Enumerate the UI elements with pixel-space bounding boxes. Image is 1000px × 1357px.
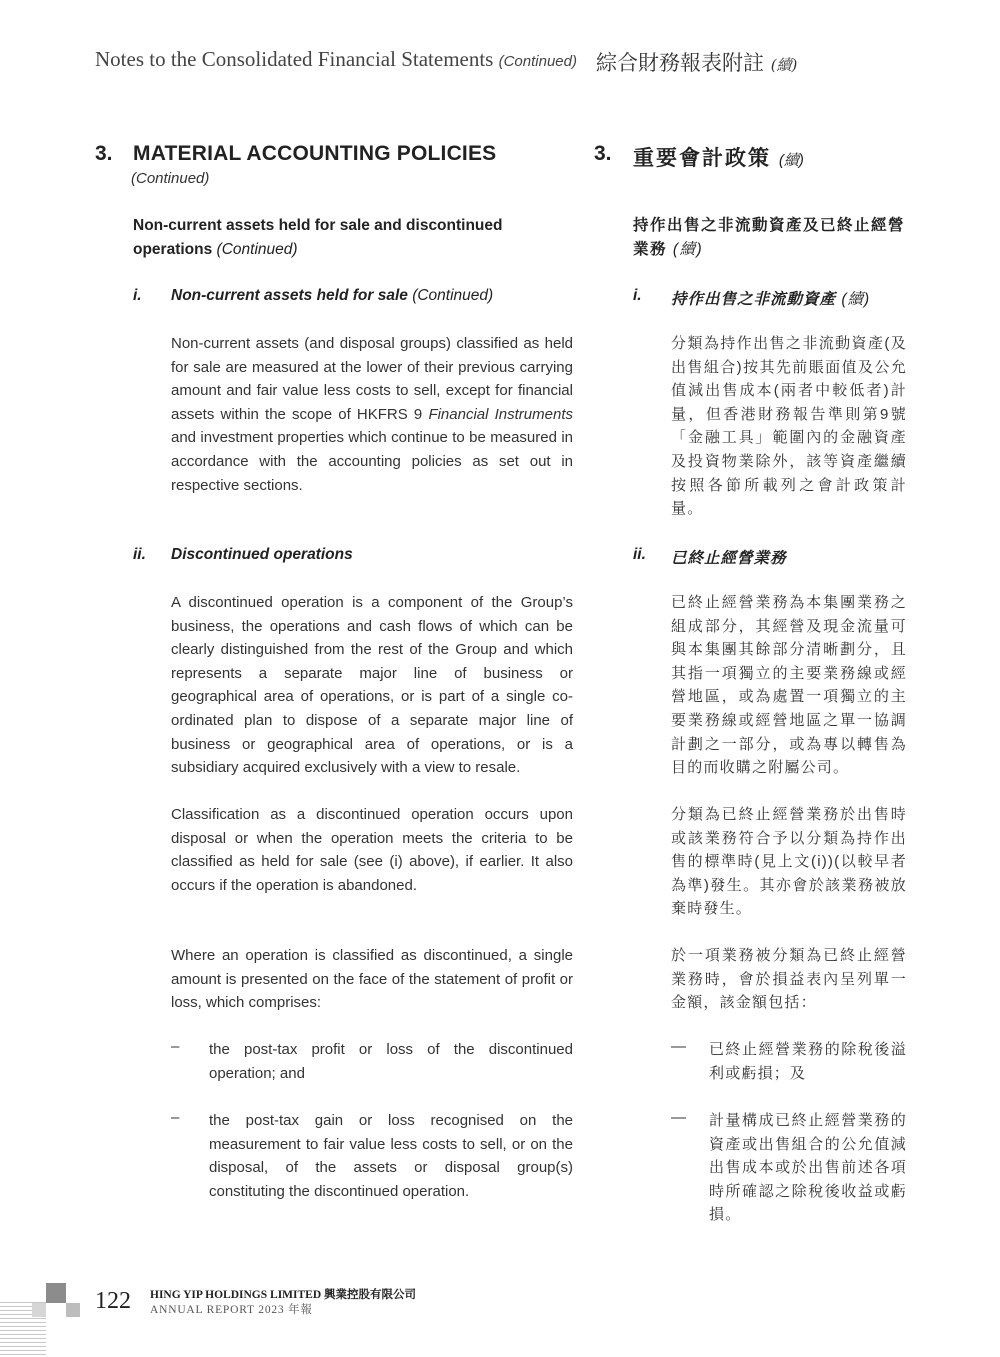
item-i-label-zh: i. [633,287,642,304]
footer-logo-square-dark [46,1283,66,1303]
subsection-title-en [133,214,573,261]
running-header-zh [596,47,797,77]
subsection-title-zh-text: 持作出售之非流動資產及已終止經營業務 [633,217,906,258]
item-i-para-en-part2: and investment properties which continue to be measured in accordance with the accounting policies as set out in respective sections. [171,429,573,494]
item-ii-title-zh: 已終止經營業務 [671,550,787,567]
section-continued-zh: (續) [778,152,804,169]
bullet1-dash-en: – [171,1038,180,1055]
item-ii-paragraph3-en: Where an operation is classified as discontinued, a single amount is presented on the face of the statement of profit or loss, which comprises: [171,947,573,1012]
section-title-zh [633,142,804,172]
item-i-para-en-part1: Non-current assets (and disposal groups) classified as held for sale are measured at the lower of their previous carrying amount and fair value less costs to sell, except for financial assets within the scope of HKFRS 9 [171,335,573,423]
section-title-zh-text: 重要會計政策 [633,147,771,170]
item-i-para-en-italic: Financial Instruments [428,405,573,423]
subsection-title-en-text: Non-current assets held for sale and discontinued operations [133,217,503,258]
header-continued-en: (Continued) [498,53,577,70]
footer-logo-square-mid [66,1303,80,1317]
footer-logo-square-light [32,1303,46,1317]
item-i-title-en-text: Non-current assets held for sale [171,287,408,304]
item-ii-label-zh: ii. [633,546,646,563]
item-ii-paragraph1-zh: 已終止經營業務為本集團業務之組成部分，其經營及現金流量可與本集團其餘部分清晰劃分，且其指一項獨立的主要業務線或經營地區，或為處置一項獨立的主要業務線或經營地區之單一協調計劃之一部分，或為專以轉售為目的而收購之附屬公司。 [671,594,907,777]
bullet1-dash-zh: — [671,1038,686,1055]
item-ii-paragraph2-zh: 分類為已終止經營業務於出售時或該業務符合予以分類為持作出售的標準時(見上文(i))(以較早者為準)發生。其亦會於該業務被放棄時發生。 [671,806,907,918]
item-ii-paragraph2-en: Classification as a discontinued operation occurs upon disposal or when the operation meets the criteria to be classified as held for sale (see (i) above), if earlier. It also occurs if the operation is abandoned. [171,806,573,894]
item-ii-paragraph1-en: A discontinued operation is a component of the Group’s business, the operations and cash flows of which can be clearly distinguished from the rest of the Group and which represents a separate major line of business or geographical area of operations, or is part of a single co-ordinated plan to dispose of a separate major line of business or geographical area of operations, or is a subsidiary acquired exclusively with a view to resale. [171,594,573,777]
bullet1-zh: 已終止經營業務的除稅後溢利或虧損；及 [709,1041,907,1082]
item-ii-title-en: Discontinued operations [171,546,353,563]
header-title-zh: 綜合財務報表附註 [596,51,764,75]
footer-company-name: HING YIP HOLDINGS LIMITED 興業控股有限公司 [150,1289,417,1301]
subsection-title-zh [633,214,908,261]
section-continued-en: (Continued) [131,170,210,187]
section-number-zh: 3. [594,142,612,165]
subsection-continued-en: (Continued) [216,240,298,258]
item-i-paragraph-en [171,332,573,497]
header-title-en: Notes to the Consolidated Financial Statements [95,47,494,71]
header-continued-zh: (續) [770,56,798,74]
bullet2-zh: 計量構成已終止經營業務的資產或出售組合的公允值減出售成本或於出售前述各項時所確認之除稅後收益或虧損。 [709,1112,907,1224]
footer-report-title: ANNUAL REPORT 2023 年報 [150,1304,313,1316]
bullet2-en: the post-tax gain or loss recognised on the measurement to fair value less costs to sell, or on the disposal, of the assets or disposal group(s) constituting the discontinued operation. [209,1112,573,1200]
item-i-continued-en: (Continued) [412,287,494,304]
bullet1-en: the post-tax profit or loss of the discontinued operation; and [209,1041,573,1082]
subsection-continued-zh: (續) [672,240,704,258]
bullet2-dash-en: – [171,1109,180,1126]
item-i-title-en [171,287,493,305]
section-title-en: MATERIAL ACCOUNTING POLICIES [133,142,497,165]
item-ii-label-en: ii. [133,546,146,563]
item-i-title-zh-text: 持作出售之非流動資產 [671,291,837,308]
item-ii-paragraph3-zh: 於一項業務被分類為已終止經營業務時，會於損益表內呈列單一金額，該金額包括： [671,947,907,1012]
section-number-en: 3. [95,142,113,165]
bullet2-dash-zh: — [671,1109,686,1126]
running-header-en [95,47,577,72]
page-number: 122 [95,1288,131,1314]
item-i-continued-zh: (續) [841,291,871,308]
item-i-title-zh [671,287,870,309]
item-i-label-en: i. [133,287,142,304]
item-i-paragraph-zh: 分類為持作出售之非流動資產(及出售組合)按其先前賬面值及公允值減出售成本(兩者中較低者)計量，但香港財務報告準則第9號「金融工具」範圍內的金融資產及投資物業除外，該等資產繼續按照各節所載列之會計政策計量。 [671,335,907,518]
